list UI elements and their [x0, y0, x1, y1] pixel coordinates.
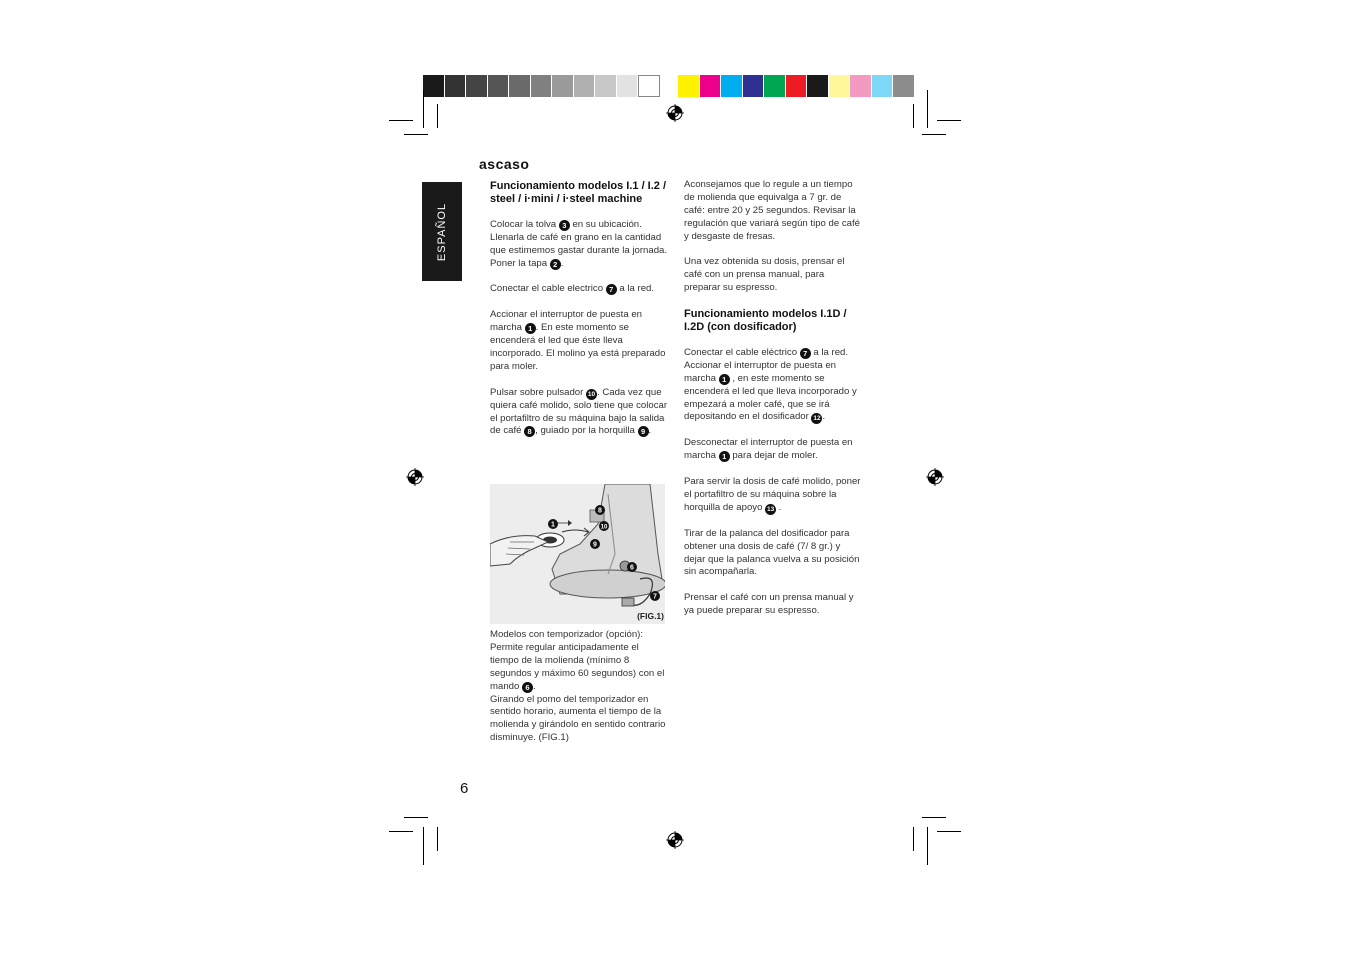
- callout-number-icon: 6: [522, 682, 533, 693]
- callout-number-icon: 1: [719, 374, 730, 385]
- paragraph: Una vez obtenida su dosis, prensar el café con un prensa manual, para preparar su espresso.: [684, 256, 845, 294]
- color-swatch: [423, 75, 445, 97]
- callout-number-icon: 6: [630, 564, 634, 572]
- paragraph: Desconectar el interruptor de puesta en marcha 1 para dejar de moler.: [684, 437, 853, 462]
- color-bar-grayscale: [423, 75, 660, 97]
- section-heading: Funcionamiento modelos I.1D / I.2D (con dosificador): [684, 308, 847, 334]
- paragraph: Accionar el interruptor de puesta en marcha 1 . En este momento se encenderá el led que éste lleva incorporado. El molino ya está preparado para moler.: [490, 309, 666, 372]
- color-swatch: [531, 75, 553, 97]
- color-swatch: [595, 75, 617, 97]
- grinder-illustration: [490, 484, 665, 624]
- color-swatch: [893, 75, 915, 97]
- language-tab: [422, 182, 462, 281]
- color-swatch: [743, 75, 765, 97]
- crop-mark: [922, 134, 946, 135]
- color-swatch: [786, 75, 808, 97]
- column-left: [490, 180, 668, 451]
- crop-mark: [437, 827, 438, 851]
- callout-number-icon: 10: [600, 524, 608, 531]
- color-bar-process: [678, 75, 915, 97]
- page-number: 6: [460, 780, 469, 797]
- paragraph: Accionar el interruptor de puesta en marcha 1 , en este momento se encenderá el led que lleva incorporado y empezará a moler café, que se irá depositando en el dosificador 12 .: [684, 359, 857, 423]
- registration-target-icon: [666, 831, 684, 849]
- callout-number-icon: 3: [559, 220, 570, 231]
- crop-mark: [437, 104, 438, 128]
- crop-mark: [913, 104, 914, 128]
- color-swatch: [829, 75, 851, 97]
- crop-mark: [937, 831, 961, 832]
- crop-mark: [927, 827, 928, 865]
- color-swatch: [764, 75, 786, 97]
- grinder-figure: [490, 484, 665, 624]
- crop-mark: [389, 120, 413, 121]
- color-swatch: [850, 75, 872, 97]
- crop-mark: [404, 134, 428, 135]
- brand-logo: ascaso: [479, 156, 530, 172]
- paragraph: Colocar la tolva 3 en su ubicación. Llenarla de café en grano en la cantidad que estimemos gastar durante la jornada. Poner la tapa 2 .: [490, 218, 668, 269]
- crop-mark: [423, 827, 424, 865]
- callout-number-icon: 1: [719, 451, 730, 462]
- color-swatch: [466, 75, 488, 97]
- language-tab-label: ESPAÑOL: [436, 202, 448, 261]
- callout-number-icon: 2: [550, 259, 561, 270]
- crop-mark: [389, 831, 413, 832]
- color-swatch: [872, 75, 894, 97]
- section-heading: Funcionamiento modelos I.1 / I.2 / steel / i·mini / i·steel machine: [490, 180, 667, 205]
- paragraph: Modelos con temporizador (opción): Permite regular anticipadamente el tiempo de la molienda (mínimo 8 segundos y máximo 60 segundos) con el mando 6 . Girando el pomo del temporizador en sentido horario, aumenta el tiempo de la molienda y girándolo en sentido contrario disminuye. (FIG.1): [490, 629, 666, 744]
- callout-number-icon: 8: [598, 507, 602, 515]
- paragraph: Tirar de la palanca del dosificador para obtener una dosis de café (7/ 8 gr.) y dejar que la palanca vuelva a su posición sin acompañarla.: [684, 527, 860, 578]
- color-swatch: [552, 75, 574, 97]
- registration-target-icon: [406, 468, 424, 486]
- figure-label: (FIG.1): [637, 611, 664, 621]
- column-left-lower: [490, 629, 668, 745]
- callout-number-icon: 7: [800, 348, 811, 359]
- registration-target-icon: [926, 468, 944, 486]
- callout-number-icon: 1: [551, 521, 555, 529]
- callout-number-icon: 12: [813, 415, 821, 423]
- paragraph: Conectar el cable eléctrico 7 a la red.: [684, 346, 849, 358]
- color-swatch: [445, 75, 467, 97]
- callout-number-icon: 7: [653, 593, 657, 601]
- color-swatch: [488, 75, 510, 97]
- registration-target-icon: [666, 104, 684, 122]
- crop-mark: [404, 817, 428, 818]
- crop-mark: [423, 90, 424, 128]
- callout-number-icon: 10: [587, 390, 596, 398]
- color-swatch: [721, 75, 743, 97]
- color-swatch: [700, 75, 722, 97]
- callout-number-icon: 9: [593, 541, 597, 549]
- callout-number-icon: 8: [524, 426, 535, 437]
- paragraph: Aconsejamos que lo regule a un tiempo de molienda que equivalga a 7 gr. de café: entre 20 y 25 segundos. Revisar la regulación que variará según tipo de café y desgaste de fresas.: [684, 179, 861, 242]
- callout-number-icon: 13: [766, 505, 775, 513]
- crop-mark: [922, 817, 946, 818]
- callout-number-icon: 9: [638, 426, 649, 437]
- crop-mark: [913, 827, 914, 851]
- color-swatch: [678, 75, 700, 97]
- color-swatch: [617, 75, 639, 97]
- crop-mark: [937, 120, 961, 121]
- color-swatch: [574, 75, 596, 97]
- paragraph: Para servir la dosis de café molido, poner el portafiltro de su máquina sobre la horquilla de apoyo 13 .: [684, 476, 861, 513]
- column-right: [684, 179, 862, 631]
- paragraph: Conectar el cable electrico 7 a la red.: [490, 283, 655, 295]
- callout-number-icon: 1: [525, 323, 536, 334]
- color-swatch: [638, 75, 660, 97]
- paragraph: Prensar el café con un prensa manual y ya puede preparar su espresso.: [684, 592, 854, 617]
- paragraph: Pulsar sobre pulsador 10 . Cada vez que quiera café molido, solo tiene que colocar el portafiltro de su máquina bajo la salida de café 8 , guiado por la horquilla 9 .: [490, 386, 668, 437]
- callout-number-icon: 7: [606, 284, 617, 295]
- crop-mark: [927, 90, 928, 128]
- color-swatch: [807, 75, 829, 97]
- color-swatch: [509, 75, 531, 97]
